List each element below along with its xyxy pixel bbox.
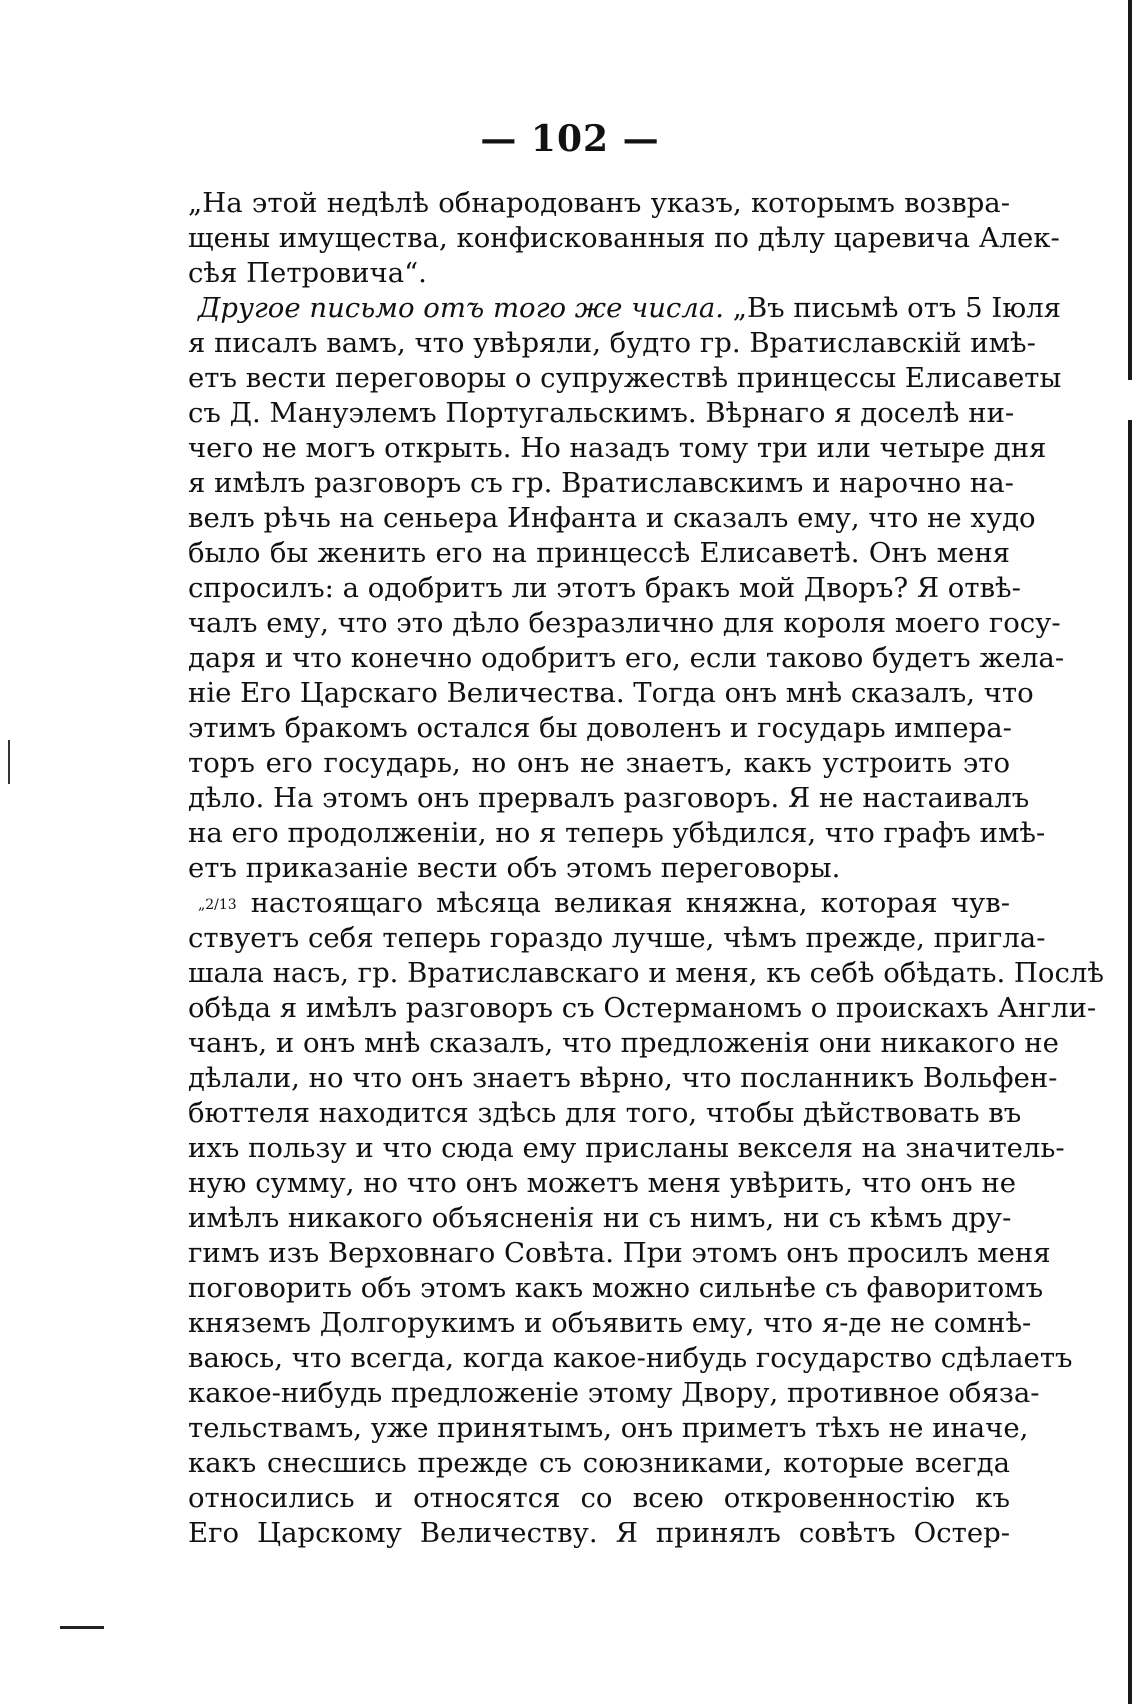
text-line: Его Царскому Величеству. Я принялъ совѣтъ Остер- [188,1517,1010,1549]
text-line: ную сумму, но что онъ можетъ меня увѣрить, что онъ не [188,1167,1016,1199]
text-line: дѣло. На этомъ онъ прервалъ разговоръ. Я не настаивалъ [188,782,1030,814]
page-edge-right [1128,0,1132,1704]
text-line: чего не могъ открыть. Но назадъ тому три или четыре дня [188,432,1047,464]
page-edge-gap [1128,380,1132,420]
text-line: было бы женить его на принцессѣ Елисаветѣ. Онъ меня [188,537,1010,569]
text-line: имѣлъ никакого объясненія ни съ нимъ, ни съ кѣмъ дру- [188,1202,1012,1234]
text-line: этимъ бракомъ остался бы доволенъ и государь импера- [188,712,1012,744]
letter-header-rest: „Въ письмѣ отъ 5 Іюля [732,292,1062,324]
text-line: относились и относятся со всею откровенностію къ [188,1482,1010,1514]
text-line: я имѣлъ разговоръ съ гр. Вратиславскимъ и нарочно на- [188,467,1014,499]
text-line: обѣда я имѣлъ разговоръ съ Остерманомъ о проискахъ Англи- [188,992,1097,1024]
text-line: гимъ изъ Верховнаго Совѣта. При этомъ онъ просилъ меня [188,1237,1051,1269]
letter-header-italic: Другое письмо отъ того же числа. [198,292,724,324]
text-line: етъ вести переговоры о супружествѣ принцессы Елисаветы [188,362,1062,394]
date-line [188,886,1010,921]
text-line: чалъ ему, что это дѣло безразлично для короля моего госу- [188,607,1061,639]
text-line: ніе Его Царскаго Величества. Тогда онъ мнѣ сказалъ, что [188,677,1034,709]
text-line: какое-нибудь предложеніе этому Двору, противное обяза- [188,1377,1040,1409]
text-line: поговорить объ этомъ какъ можно сильнѣе съ фаворитомъ [188,1272,1044,1304]
text-line: ствуетъ себя теперь гораздо лучше, чѣмъ прежде, пригла- [188,922,1046,954]
text-line: велъ рѣчь на сеньера Инфанта и сказалъ ему, что не худо [188,502,1036,534]
bottom-dash [60,1626,104,1629]
text-line: етъ приказаніе вести объ этомъ переговоры. [188,852,841,884]
text-line: съ Д. Мануэлемъ Португальскимъ. Вѣрнаго я доселѣ ни- [188,397,1015,429]
text-line: сѣя Петровича“. [188,257,427,289]
text-line: шала насъ, гр. Вратиславскаго и меня, къ себѣ обѣдать. Послѣ [188,957,1104,989]
margin-tick [8,740,10,784]
text-line: тельствамъ, уже принятымъ, онъ приметъ тѣхъ не иначе, [188,1412,1029,1444]
date-fraction: „2/13 [198,896,237,913]
text-line: „На этой недѣлѣ обнародованъ указъ, которымъ возвра- [188,187,1010,219]
text-line: я писалъ вамъ, что увѣряли, будто гр. Вратиславскій имѣ- [188,327,1036,359]
text-line: бюттеля находится здѣсь для того, чтобы дѣйствовать въ [188,1097,1022,1129]
letter-header-line [188,291,1062,326]
date-line-rest: настоящаго мѣсяца великая княжна, которая чув- [250,887,1010,919]
text-line: щены имущества, конфискованныя по дѣлу царевича Алек- [188,222,1060,254]
text-line: спросилъ: а одобритъ ли этотъ бракъ мой Дворъ? Я отвѣ- [188,572,1021,604]
text-line: даря и что конечно одобритъ его, если таково будетъ жела- [188,642,1065,674]
text-line: на его продолженіи, но я теперь убѣдился, что графъ имѣ- [188,817,1046,849]
text-line: ихъ пользу и что сюда ему присланы векселя на значитель- [188,1132,1065,1164]
page-number: — 102 — [480,118,660,160]
text-line: чанъ, и онъ мнѣ сказалъ, что предложенія они никакого не [188,1027,1059,1059]
text-line: ваюсь, что всегда, когда какое-нибудь государство сдѣлаетъ [188,1342,1073,1374]
text-line: дѣлали, но что онъ знаетъ вѣрно, что посланникъ Вольфен- [188,1062,1058,1094]
text-line: княземъ Долгорукимъ и объявить ему, что я-де не сомнѣ- [188,1307,1032,1339]
body-text [188,186,1104,1551]
text-line: торъ его государь, но онъ не знаетъ, какъ устроить это [188,747,1010,779]
text-line: какъ снесшись прежде съ союзниками, которые всегда [188,1447,1010,1479]
